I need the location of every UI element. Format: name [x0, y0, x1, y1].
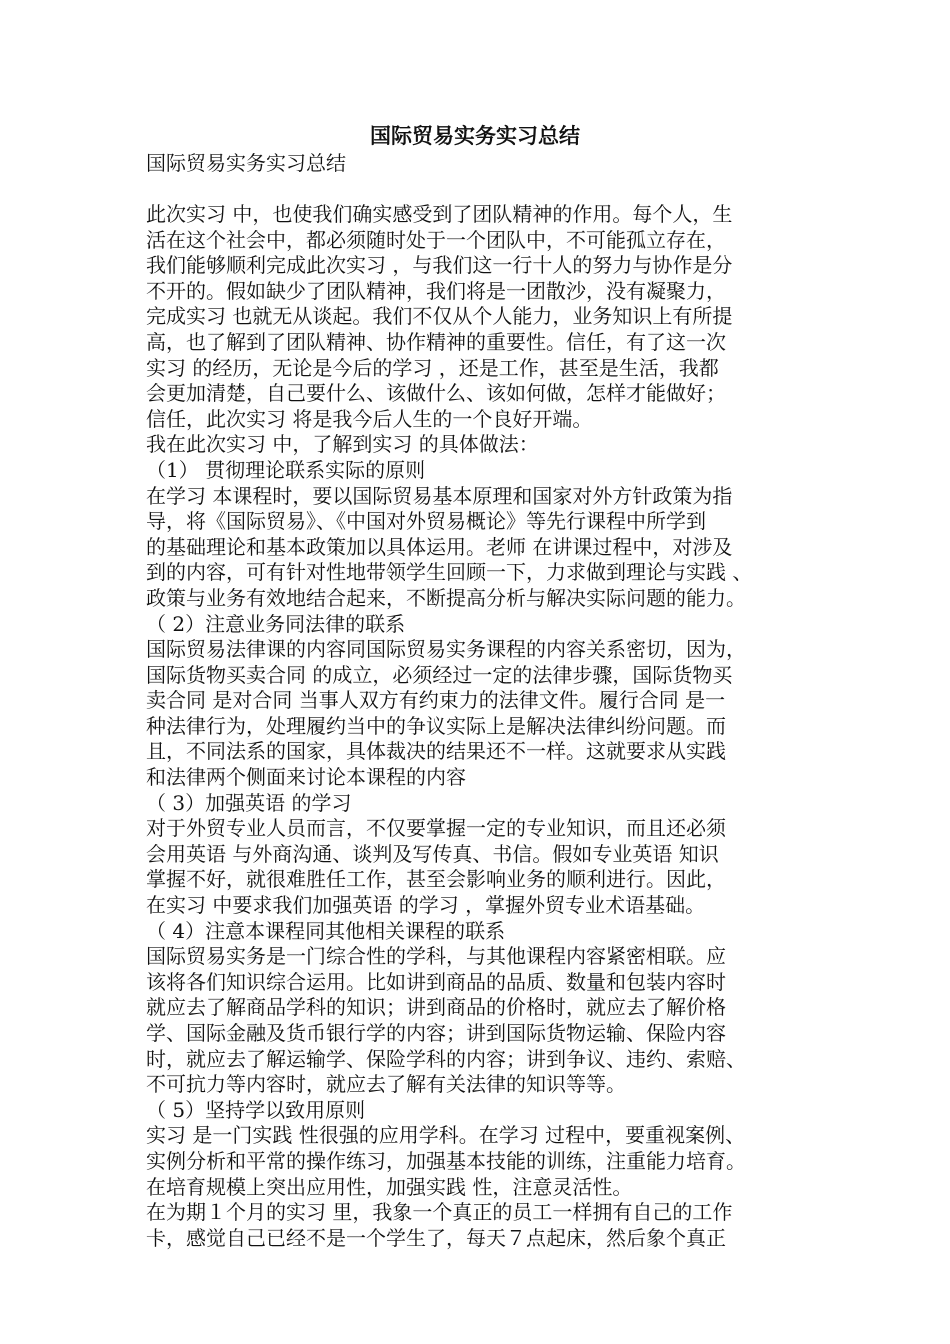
text-line: 此次实习 中，也使我们确实感受到了团队精神的作用。每个人，生: [146, 202, 733, 226]
document-body: [146, 202, 826, 1251]
text-line: 国际货物买卖合同 的成立，必须经过一定的法律步骤，国际货物买: [146, 662, 733, 687]
text-line: 信任，此次实习 将是我今后人生的一个良好开端。: [146, 406, 593, 431]
text-line: 会用英语 与外商沟通、谈判及写传真、书信。假如专业英语 知识: [146, 841, 719, 866]
text-line: （ 2）注意业务同法律的联系: [146, 611, 406, 636]
text-line: 会更加清楚，自己要什么、该做什么、该如何做，怎样才能做好；: [146, 381, 726, 406]
text-line: 且，不同法系的国家，具体裁决的结果还不一样。这就要求从实践: [146, 739, 726, 764]
text-line: 对于外贸专业人员而言，不仅要掌握一定的专业知识，而且还必须: [146, 816, 726, 841]
text-line: 就应去了解商品学科的知识；讲到商品的价格时，就应去了解价格: [146, 995, 726, 1020]
text-line: 和法律两个侧面来讨论本课程的内容: [146, 765, 466, 790]
text-line: 在学习 本课程时，要以国际贸易基本原理和国家对外方针政策为指: [146, 483, 733, 508]
text-line: 到的内容，可有针对性地带领学生回顾一下，力求做到理论与实践 、: [146, 560, 753, 585]
text-line: 卡，感觉自己已经不是一个学生了，每天７点起床，然后象个真正: [146, 1225, 726, 1250]
text-line: 掌握不好，就很难胜任工作，甚至会影响业务的顺利进行。因此，: [146, 867, 726, 892]
text-line: 种法律行为，处理履约当中的争议实际上是解决法律纠纷问题。而: [146, 713, 726, 738]
text-line: 在培育规模上突出应用性，加强实践 性，注意灵活性。: [146, 1174, 633, 1199]
text-line: （ 5）坚持学以致用原则: [146, 1097, 366, 1122]
text-line: 在实习 中要求我们加强英语 的学习 ，掌握外贸专业术语基础。: [146, 893, 706, 918]
text-line: （ 3）加强英语 的学习: [146, 790, 352, 815]
text-line: 学、国际金融及货币银行学的内容；讲到国际货物运输、保险内容: [146, 1021, 726, 1045]
text-line: 该将各们知识综合运用。比如讲到商品的品质、数量和包装内容时: [146, 969, 726, 994]
text-line: （ 4）注意本课程同其他相关课程的联系: [146, 918, 506, 943]
text-line: 的基础理论和基本政策加以具体运用。老师 在讲课过程中，对涉及: [146, 534, 733, 559]
text-line: 国际贸易法律课的内容同国际贸易实务课程的内容关系密切，因为，: [146, 637, 746, 662]
text-line: 我们能够顺利完成此次实习 ，与我们这一行十人的努力与协作是分: [146, 253, 733, 278]
text-line: 我在此次实习 中，了解到实习 的具体做法：: [146, 432, 539, 457]
text-line: 卖合同 是对合同 当事人双方有约束力的法律文件。履行合同 是一: [146, 688, 726, 713]
text-line: （1） 贯彻理论联系实际的原则: [146, 457, 426, 482]
text-line: 不可抗力等内容时，就应去了解有关法律的知识等等。: [146, 1072, 626, 1097]
text-line: 国际贸易实务是一门综合性的学科，与其他课程内容紧密相联。应: [146, 944, 726, 969]
document-subtitle: 国际贸易实务实习总结: [146, 151, 346, 175]
text-line: 实习 是一门实践 性很强的应用学科。在学习 过程中，要重视案例、: [146, 1123, 746, 1148]
text-line: 在为期１个月的实习 里，我象一个真正的员工一样拥有自己的工作: [146, 1200, 733, 1225]
text-line: 高，也了解到了团队精神、协作精神的重要性。信任，有了这一次: [146, 329, 726, 354]
document-title: 国际贸易实务实习总结: [370, 123, 580, 148]
text-line: 实例分析和平常的操作练习，加强基本技能的训练，注重能力培育。: [146, 1148, 746, 1173]
text-line: 不开的。假如缺少了团队精神，我们将是一团散沙，没有凝聚力，: [146, 278, 726, 303]
text-line: 时，就应去了解运输学、保险学科的内容；讲到争议、违约、索赔、: [146, 1046, 746, 1071]
text-line: 完成实习 也就无从谈起。我们不仅从个人能力，业务知识上有所提: [146, 304, 733, 329]
text-line: 政策与业务有效地结合起来，不断提高分析与解决实际问题的能力。: [146, 585, 746, 610]
text-line: 活在这个社会中，都必须随时处于一个团队中，不可能孤立存在，: [146, 227, 726, 252]
text-line: 导，将《国际贸易》、《中国对外贸易概论》等先行课程中所学到: [146, 509, 706, 534]
text-line: 实习 的经历，无论是今后的学习 ，还是工作，甚至是生活，我都: [146, 355, 719, 380]
